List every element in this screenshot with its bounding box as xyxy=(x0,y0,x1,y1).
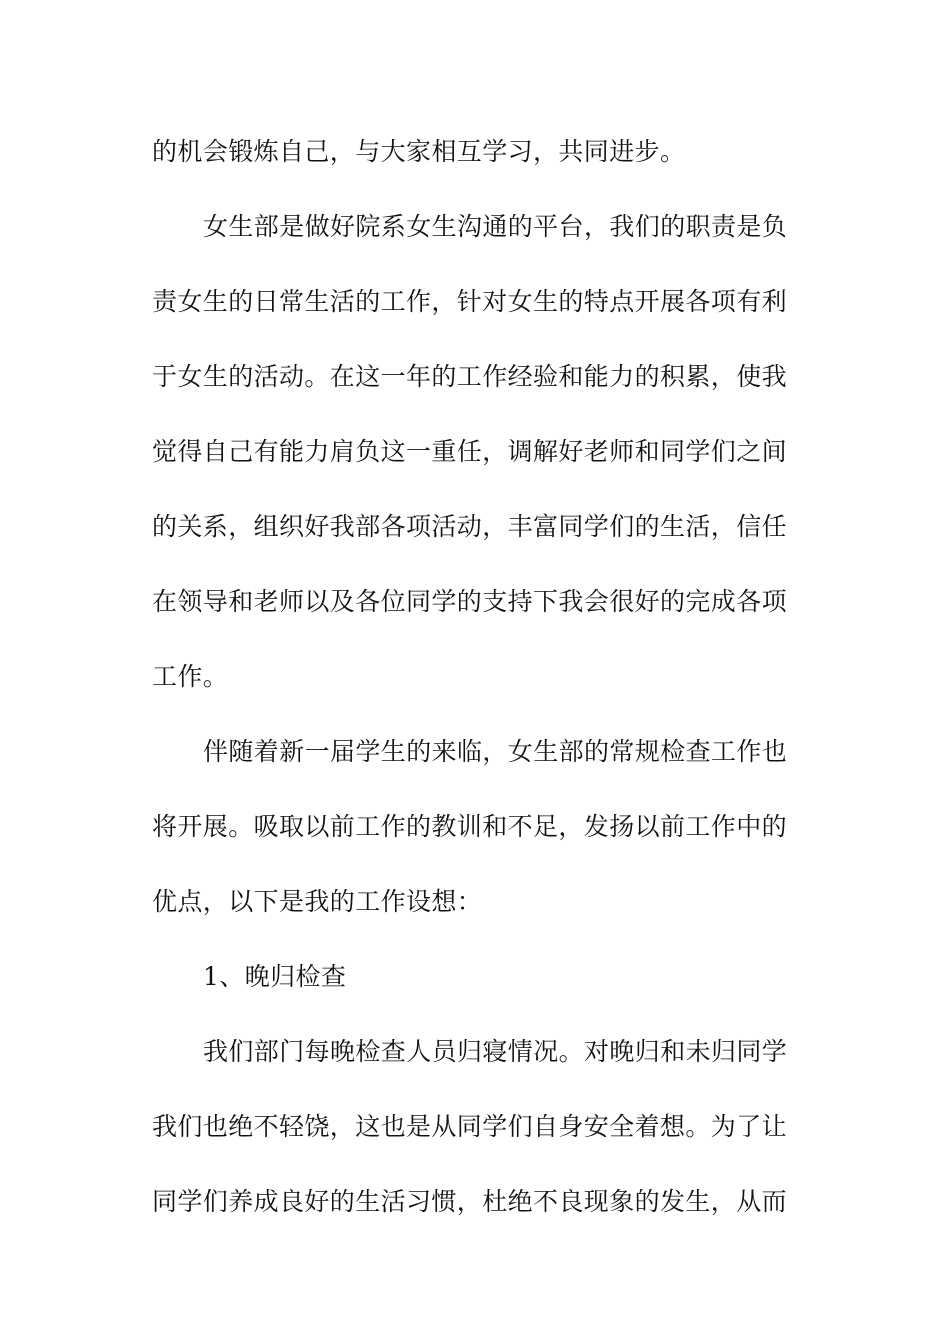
text-line: 我们也绝不轻饶，这也是从同学们自身安全着想。为了让 xyxy=(152,1112,788,1141)
text-line: 将开展。吸取以前工作的教训和不足，发扬以前工作中的 xyxy=(152,812,788,841)
text-line: 优点，以下是我的工作设想： xyxy=(152,887,483,916)
paragraph-start-line: 女生部是做好院系女生沟通的平台，我们的职责是负 xyxy=(203,212,788,241)
text-line: 于女生的活动。在这一年的工作经验和能力的积累，使我 xyxy=(152,362,788,391)
text-line: 责女生的日常生活的工作，针对女生的特点开展各项有利 xyxy=(152,287,788,316)
text-line: 在领导和老师以及各位同学的支持下我会很好的完成各项 xyxy=(152,587,788,616)
text-line: 工作。 xyxy=(152,662,229,691)
text-line: 的机会锻炼自己，与大家相互学习，共同进步。 xyxy=(152,137,686,166)
text-line: 的关系，组织好我部各项活动，丰富同学们的生活，信任 xyxy=(152,512,788,541)
section-heading: 1、晚归检查 xyxy=(203,962,347,991)
text-line: 觉得自己有能力肩负这一重任，调解好老师和同学们之间 xyxy=(152,437,788,466)
text-line: 同学们养成良好的生活习惯，杜绝不良现象的发生，从而 xyxy=(152,1187,788,1216)
paragraph-start-line: 我们部门每晚检查人员归寝情况。对晚归和未归同学 xyxy=(203,1037,788,1066)
paragraph-start-line: 伴随着新一届学生的来临，女生部的常规检查工作也 xyxy=(203,737,788,766)
